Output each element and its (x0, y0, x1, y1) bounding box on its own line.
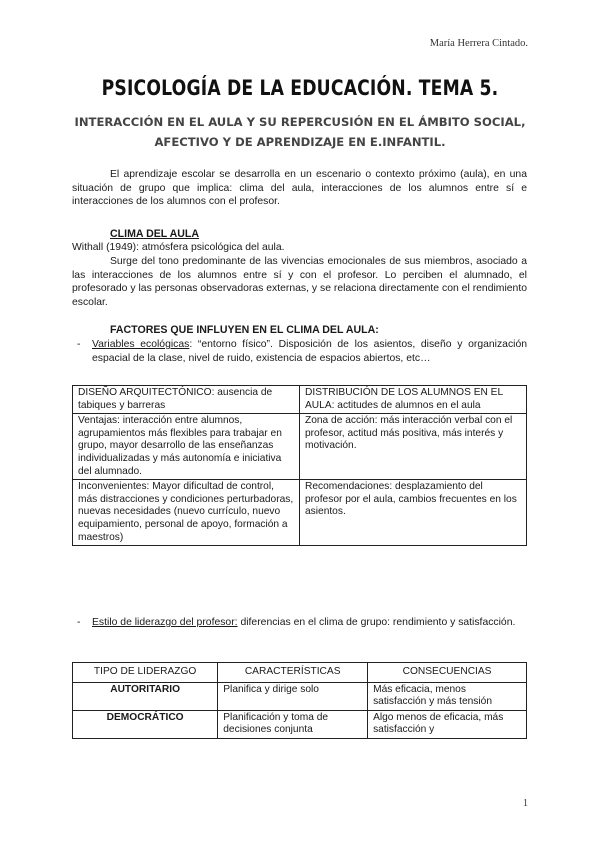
document-subtitle: INTERACCIÓN EN EL AULA Y SU REPERCUSIÓN EN EL ÁMBITO SOCIAL, AFECTIVO Y DE APRENDIZAJE EN E.INFANTIL. (74, 115, 526, 149)
table-cell: DISTRIBUCIÓN DE LOS ALUMNOS EN EL AULA: actitudes de alumnos en el aula (300, 386, 527, 414)
table-row (73, 682, 527, 710)
bullet-estilo-liderazgo (77, 616, 527, 630)
page-number: 1 (523, 798, 528, 809)
bullet-variables-ecologicas (77, 338, 528, 365)
table-liderazgo (72, 662, 527, 739)
table-cell: AUTORITARIO (73, 682, 218, 710)
bullet-text: : “entorno físico”. Disposición de los asientos, diseño y organización espacial de la clase, nivel de ruido, existencia de espacios abiertos, etc… (92, 339, 528, 364)
table-row (73, 414, 527, 480)
column-header: CONSECUENCIAS (368, 663, 527, 683)
table-cell: Ventajas: interacción entre alumnos, agrupamientos más flexibles para trabajar en grupo, mayor desarrollo de las enseñanzas individualizadas y más autonomía e iniciativa del alumnado. (73, 414, 300, 480)
bullet-text: diferencias en el clima de grupo: rendimiento y satisfacción. (237, 617, 516, 628)
table-cell: DISEÑO ARQUITECTÓNICO: ausencia de tabiques y barreras (73, 386, 300, 414)
factores-heading: FACTORES QUE INFLUYEN EN EL CLIMA DEL AULA: (110, 324, 379, 336)
table-variables-ecologicas (72, 385, 527, 546)
author-name: María Herrera Cintado. (429, 38, 528, 49)
column-header: TIPO DE LIDERAZGO (73, 663, 218, 683)
table-cell: Planifica y dirige solo (218, 682, 368, 710)
intro-paragraph: El aprendizaje escolar se desarrolla en un escenario o contexto próximo (aula), en una situación de grupo que implica: clima del aula, interacciones de los alumnos entre sí e interacciones de los alumnos con el profesor. (72, 169, 527, 208)
table-cell: Recomendaciones: desplazamiento del profesor por el aula, cambios frecuentes en los asientos. (300, 480, 527, 546)
table-cell: Más eficacia, menos satisfacción y más tensión (368, 682, 527, 710)
table-header-row (73, 663, 527, 683)
table-cell: DEMOCRÁTICO (73, 710, 218, 738)
bullet-label: Variables ecológicas (92, 339, 190, 350)
column-header: CARACTERÍSTICAS (218, 663, 368, 683)
table-row (73, 710, 527, 738)
bullet-dash: - (77, 617, 81, 628)
bullet-dash: - (77, 339, 81, 350)
clima-paragraph: Surge del tono predominante de las vivencias emocionales de sus miembros, asociado a las interacciones de los alumnos entre sí y con el profesor. Lo perciben el alumnado, el profesorado y las personas observadoras externas, y se relaciona directamente con el rendimiento escolar. (72, 256, 527, 308)
bullet-label: Estilo de liderazgo del profesor: (92, 617, 238, 628)
table-cell: Planificación y toma de decisiones conjunta (218, 710, 368, 738)
table-cell: Algo menos de eficacia, más satisfacción y (368, 710, 527, 738)
withall-definition: Withall (1949): atmósfera psicológica del aula. (72, 242, 285, 253)
document-title: PSICOLOGÍA DE LA EDUCACIÓN. TEMA 5. (101, 76, 499, 100)
table-row (73, 386, 527, 414)
table-cell: Zona de acción: más interacción verbal con el profesor, actitud más positiva, más interés y motivación. (300, 414, 527, 480)
table-cell: Inconvenientes: Mayor dificultad de control, más distracciones y condiciones perturbadoras, nuevas necesidades (nuevo currículo, nuevo equipamiento, personal de apoyo, formación a maestros) (73, 480, 300, 546)
section-heading-clima: CLIMA DEL AULA (110, 228, 200, 240)
table-row (73, 480, 527, 546)
